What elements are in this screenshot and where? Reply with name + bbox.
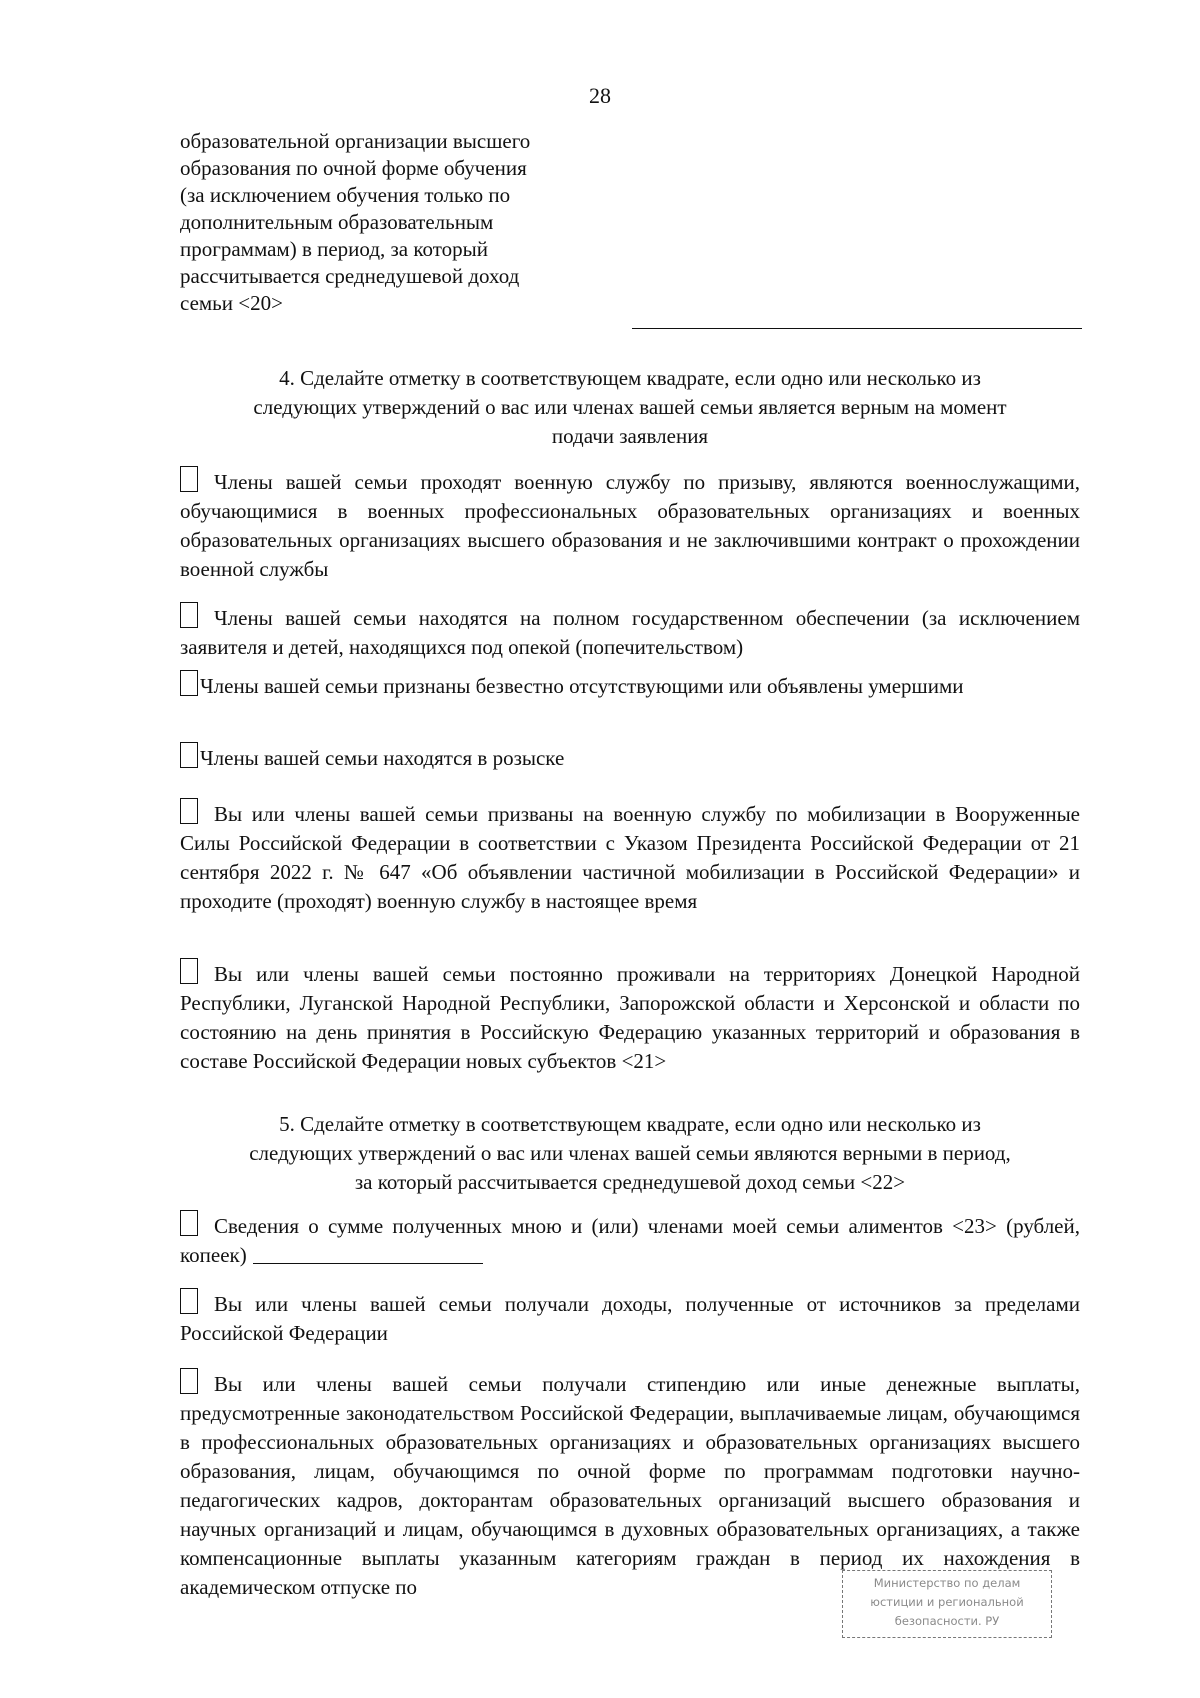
text-line: рассчитывается среднедушевой доход bbox=[180, 264, 520, 288]
section-4-item-state-support bbox=[180, 602, 1080, 662]
section-4-heading bbox=[180, 364, 1080, 451]
heading-line: следующих утверждений о вас или членах вашей семьи являются верными в период, bbox=[249, 1141, 1011, 1165]
section-5-item-foreign-income bbox=[180, 1288, 1080, 1348]
checkbox[interactable] bbox=[180, 670, 198, 696]
item-text: Вы или члены вашей семьи получали доходы, полученные от источников за пределами Российской Федерации bbox=[180, 1292, 1080, 1345]
section-5-heading bbox=[180, 1110, 1080, 1197]
section-5-item-stipend bbox=[180, 1368, 1080, 1602]
section-4-item-wanted bbox=[180, 742, 1080, 773]
item-text: Вы или члены вашей семьи призваны на военную службу по мобилизации в Вооруженные Силы Российской Федерации в соответствии с Указом Президента Российской Федерации от 21 сентября 2022 г. № 647 «Об объявлении частичной мобилизации в Российской Федерации» и проходите (проходят) военную службу в настоящее время bbox=[180, 802, 1080, 913]
checkbox[interactable] bbox=[180, 602, 198, 628]
alimony-amount-field[interactable] bbox=[253, 1243, 483, 1264]
stamp-line: Министерство по делам bbox=[873, 1576, 1021, 1590]
item-text: Члены вашей семьи находятся на полном государственном обеспечении (за исключением заявителя и детей, находящихся под опекой (попечительством) bbox=[180, 606, 1080, 659]
item-text: Вы или члены вашей семьи постоянно проживали на территориях Донецкой Народной Республики, Луганской Народной Республики, Запорожской области и Херсонской и области по состоянию на день принятия в Российскую Федерацию указанных территорий и образования в составе Российской Федерации новых субъектов <21> bbox=[180, 962, 1080, 1073]
text-line: программам) в период, за который bbox=[180, 237, 488, 261]
checkbox[interactable] bbox=[180, 742, 198, 768]
page-number: 28 bbox=[589, 83, 611, 108]
text-line: дополнительным образовательным bbox=[180, 210, 494, 234]
continued-field-label bbox=[180, 128, 600, 317]
item-text: Члены вашей семьи находятся в розыске bbox=[200, 746, 565, 770]
checkbox[interactable] bbox=[180, 1288, 198, 1314]
text-line: образования по очной форме обучения bbox=[180, 156, 527, 180]
heading-line: 4. Сделайте отметку в соответствующем квадрате, если одно или несколько из bbox=[279, 366, 981, 390]
section-4-item-missing-deceased bbox=[180, 670, 1080, 701]
checkbox[interactable] bbox=[180, 798, 198, 824]
text-line: (за исключением обучения только по bbox=[180, 183, 511, 207]
heading-line: за который рассчитывается среднедушевой доход семьи <22> bbox=[354, 1170, 906, 1194]
section-4-item-mobilized bbox=[180, 798, 1080, 916]
answer-fill-line[interactable] bbox=[632, 328, 1082, 329]
item-text: Члены вашей семьи признаны безвестно отсутствующими или объявлены умершими bbox=[200, 674, 964, 698]
item-text: Сведения о сумме полученных мною и (или) членами моей семьи алиментов <23> (рублей, копеек) bbox=[180, 1214, 1080, 1267]
heading-line: 5. Сделайте отметку в соответствующем квадрате, если одно или несколько из bbox=[279, 1112, 981, 1136]
item-text: Члены вашей семьи проходят военную службу по призыву, являются военнослужащими, обучающимися в военных профессиональных образовательных организациях и военных образовательных организациях высшего образования и не заключившими контракт о прохождении военной службы bbox=[180, 470, 1080, 581]
section-5-item-alimony bbox=[180, 1210, 1080, 1270]
checkbox[interactable] bbox=[180, 466, 198, 492]
section-4-item-conscripts bbox=[180, 466, 1080, 584]
watermark-stamp bbox=[842, 1570, 1052, 1638]
heading-line: подачи заявления bbox=[551, 424, 709, 448]
section-4-item-new-territories bbox=[180, 958, 1080, 1076]
heading-line: следующих утверждений о вас или членах вашей семьи является верным на момент bbox=[253, 395, 1007, 419]
text-line: образовательной организации высшего bbox=[180, 129, 531, 153]
item-text: Вы или члены вашей семьи получали стипендию или иные денежные выплаты, предусмотренные законодательством Российской Федерации, выплачиваемые лицам, обучающимся в профессиональных образовательных организациях и образовательных организациях высшего образования, лицам, обучающимся по очной форме по программам подготовки научно-педагогических кадров, докторантам образовательных организаций высшего образования и научных организаций и лицам, обучающимся в духовных образовательных организациях, а также компенсационные выплаты указанным категориям граждан в период их нахождения в академическом отпуске по bbox=[180, 1372, 1080, 1599]
stamp-line: юстиции и региональной bbox=[870, 1595, 1024, 1609]
stamp-line: безопасности. РУ bbox=[894, 1614, 1000, 1628]
text-line: семьи <20> bbox=[180, 291, 283, 315]
checkbox[interactable] bbox=[180, 1210, 198, 1236]
checkbox[interactable] bbox=[180, 1368, 198, 1394]
checkbox[interactable] bbox=[180, 958, 198, 984]
